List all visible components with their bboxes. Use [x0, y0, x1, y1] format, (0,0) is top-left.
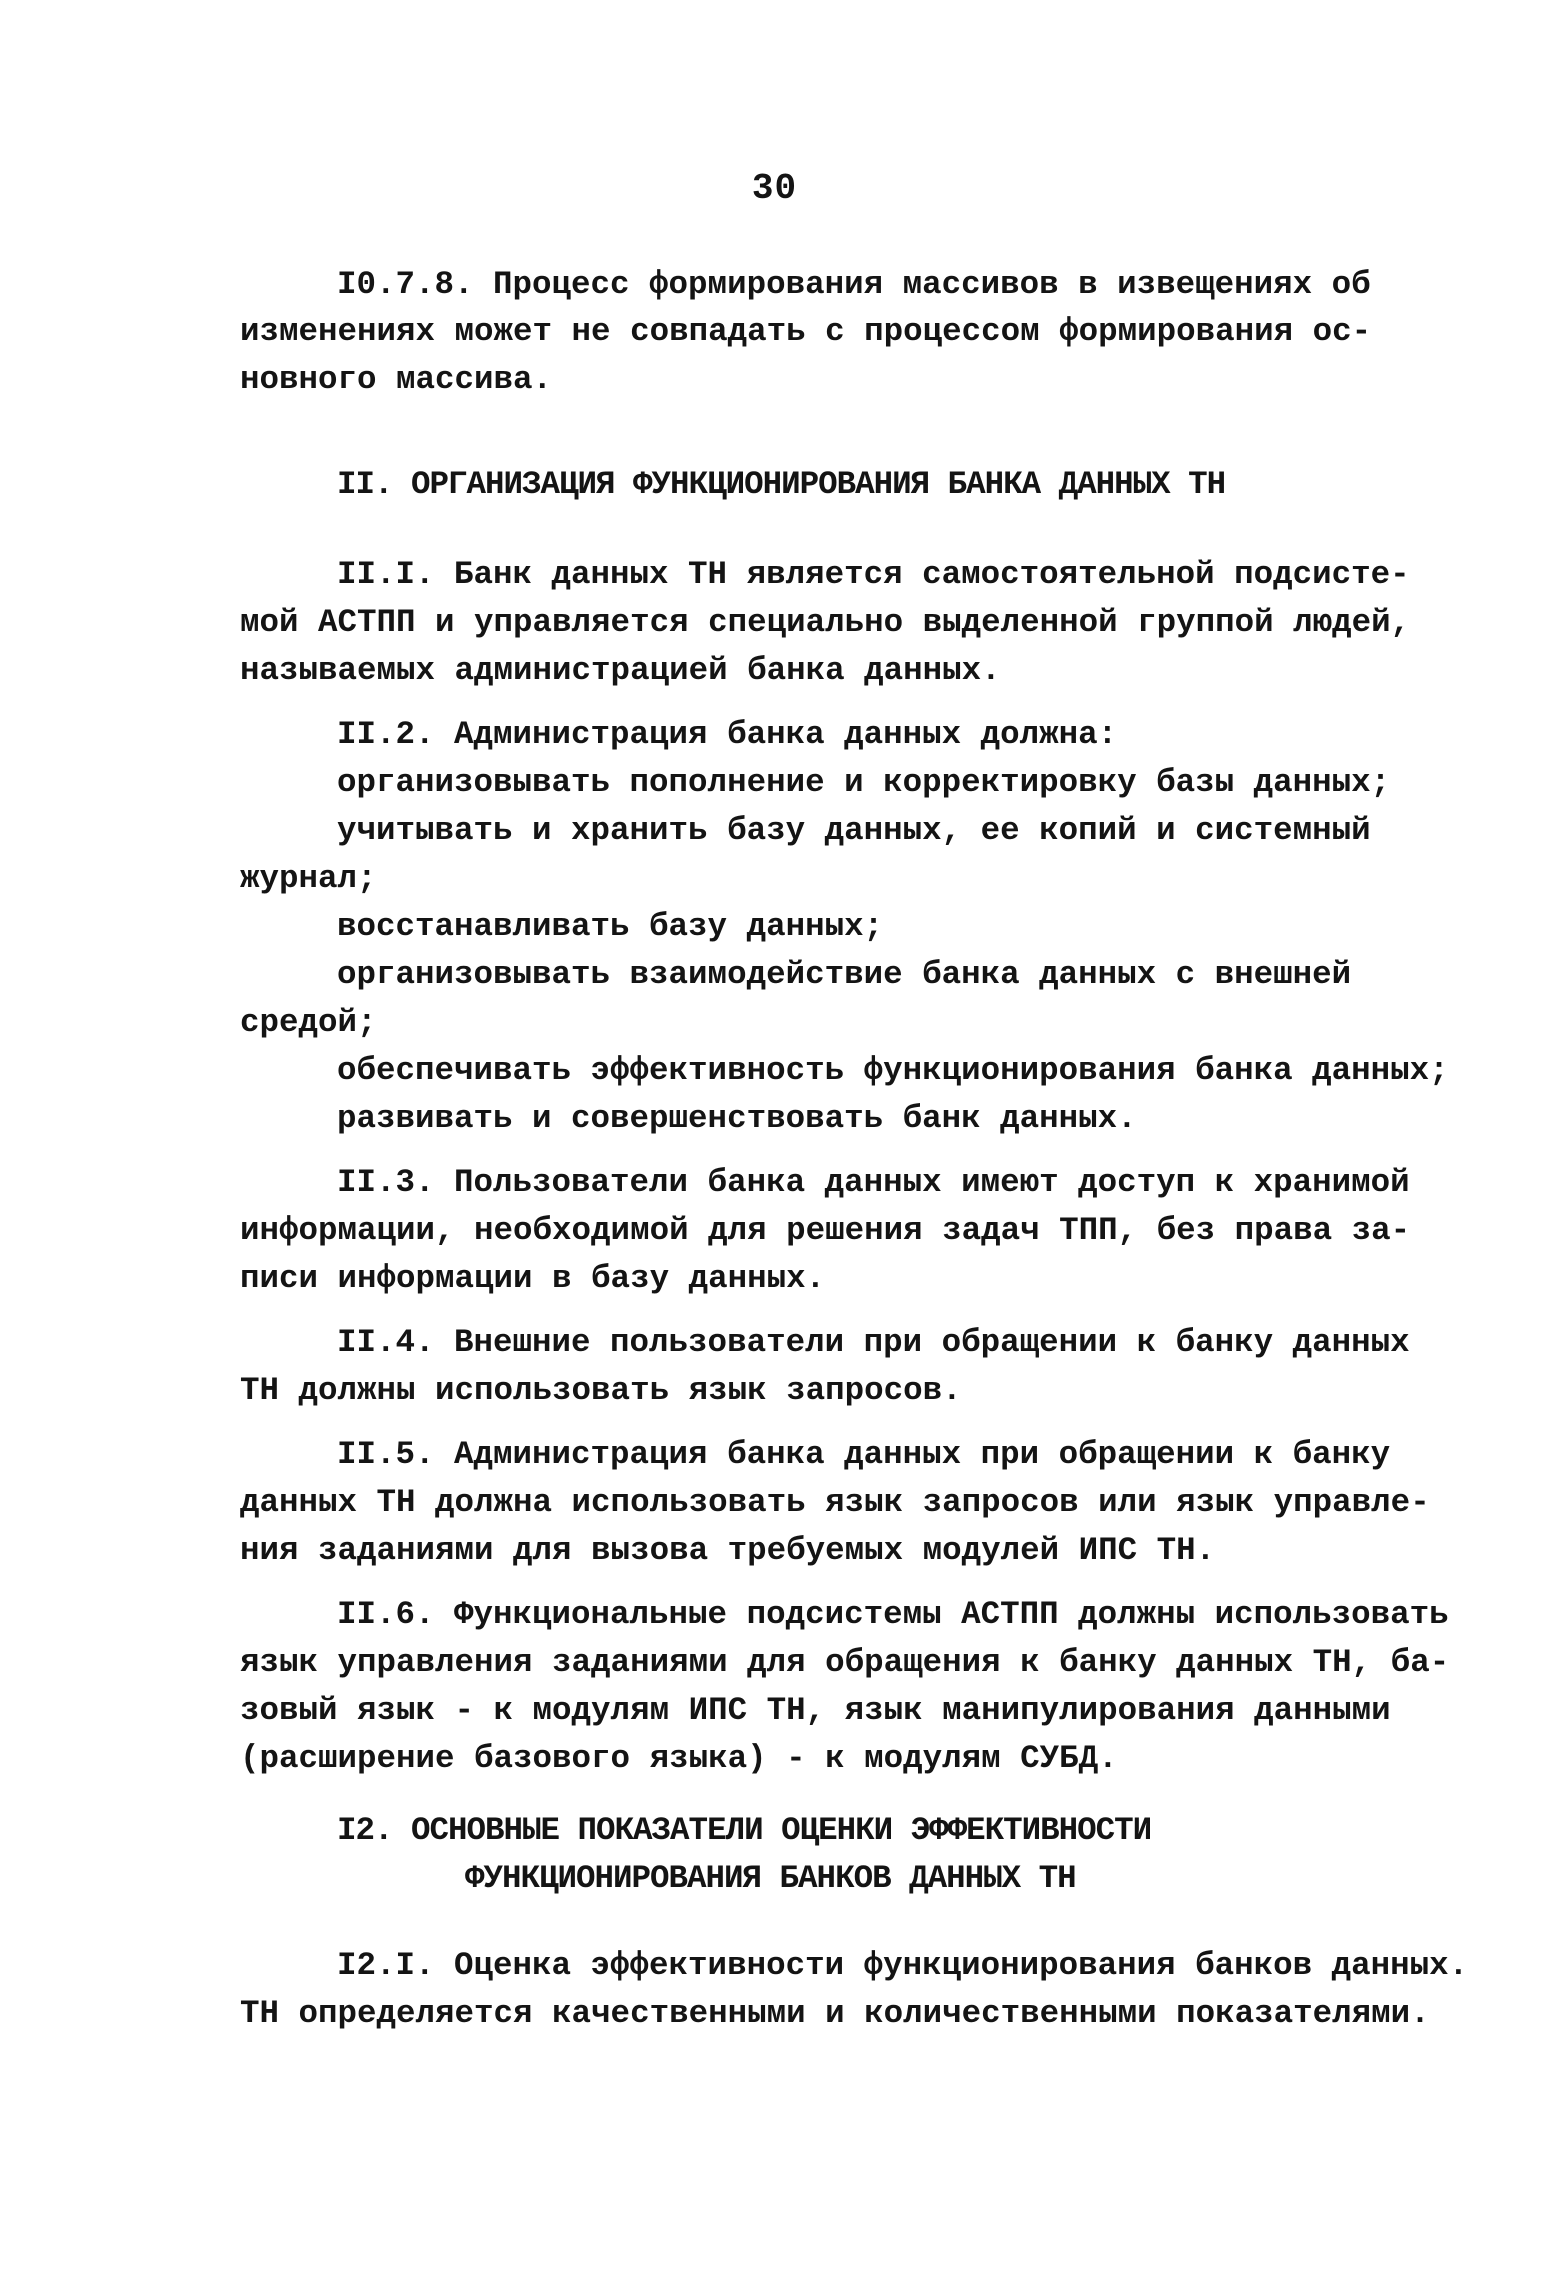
paragraph-line: I2.I. Оценка эффективности функционирования банков данных. — [337, 1947, 1469, 1984]
paragraph-line: II.6. Функциональные подсистемы АСТПП должны использовать — [337, 1596, 1449, 1633]
page-number: 30 — [751, 168, 798, 209]
paragraph-line: писи информации в базу данных. — [240, 1260, 826, 1297]
paragraph-line: данных ТН должна использовать язык запросов или язык управле- — [240, 1484, 1430, 1521]
paragraph-line: ТН должны использовать язык запросов. — [240, 1372, 962, 1409]
paragraph-line: I0.7.8. Процесс формирования массивов в извещениях об — [337, 266, 1371, 303]
paragraph-line: информации, необходимой для решения задач ТПП, без права за- — [240, 1212, 1411, 1249]
paragraph-line: II.4. Внешние пользователи при обращении к банку данных — [337, 1324, 1410, 1361]
paragraph-line: мой АСТПП и управляется специально выделенной группой людей, — [240, 604, 1411, 641]
list-item: обеспечивать эффективность функционирования банка данных; — [337, 1052, 1449, 1089]
paragraph-line: II.3. Пользователи банка данных имеют доступ к хранимой — [337, 1164, 1410, 1201]
paragraph-line: II.2. Администрация банка данных должна: — [337, 716, 1118, 753]
paragraph-line: ТН определяется качественными и количественными показателями. — [240, 1995, 1430, 2032]
paragraph-line: II.I. Банк данных ТН является самостоятельной подсисте- — [337, 556, 1410, 593]
paragraph-line: ния заданиями для вызова требуемых модулей ИПС ТН. — [240, 1532, 1216, 1569]
list-item-continuation: журнал; — [240, 860, 377, 897]
list-item: восстанавливать базу данных; — [337, 908, 884, 945]
paragraph-line: язык управления заданиями для обращения к банку данных ТН, ба- — [240, 1644, 1450, 1681]
paragraph-line: II.5. Администрация банка данных при обращении к банку — [337, 1436, 1391, 1473]
paragraph-line: новного массива. — [240, 361, 553, 398]
list-item: организовывать взаимодействие банка данных с внешней — [337, 956, 1352, 993]
paragraph-line: называемых администрацией банка данных. — [240, 652, 1001, 689]
heading-line: I2. ОСНОВНЫЕ ПОКАЗАТЕЛИ ОЦЕНКИ ЭФФЕКТИВНОСТИ — [337, 1812, 1152, 1849]
heading-line: II. ОРГАНИЗАЦИЯ ФУНКЦИОНИРОВАНИЯ БАНКА ДАННЫХ ТН — [337, 466, 1226, 503]
heading-line: ФУНКЦИОНИРОВАНИЯ БАНКОВ ДАННЫХ ТН — [465, 1860, 1076, 1897]
list-item: учитывать и хранить базу данных, ее копий и системный — [337, 812, 1371, 849]
list-item: развивать и совершенствовать банк данных. — [337, 1100, 1137, 1137]
list-item-continuation: средой; — [240, 1004, 377, 1041]
paragraph-line: зовый язык - к модулям ИПС ТН, язык манипулирования данными — [240, 1692, 1391, 1729]
paragraph-line: изменениях может не совпадать с процессом формирования ос- — [240, 313, 1372, 350]
list-item: организовывать пополнение и корректировку базы данных; — [337, 764, 1391, 801]
paragraph-line: (расширение базового языка) - к модулям СУБД. — [240, 1740, 1118, 1777]
